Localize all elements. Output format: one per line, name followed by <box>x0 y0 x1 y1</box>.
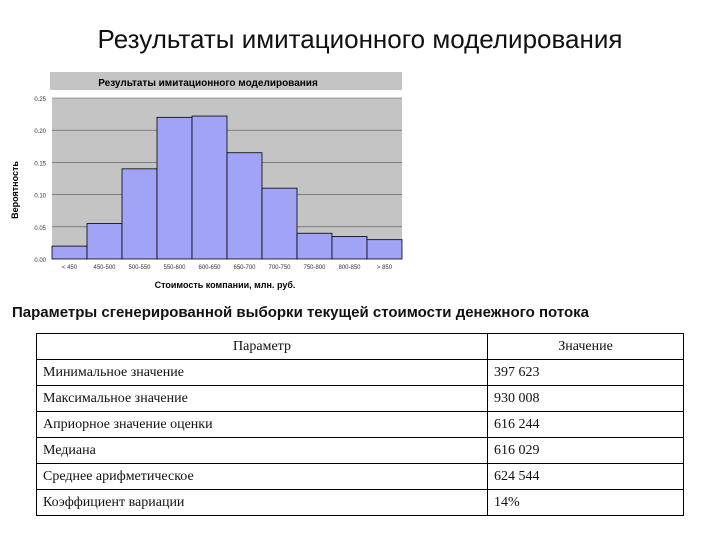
histogram-bar <box>192 116 227 259</box>
param-value: 397 623 <box>488 360 684 386</box>
x-tick-label: 700-750 <box>268 265 291 271</box>
histogram-bar <box>367 240 402 259</box>
table-row <box>37 490 684 516</box>
x-tick-labels <box>62 265 393 271</box>
y-tick-label: 0.25 <box>34 97 46 103</box>
histogram-bar <box>157 117 192 259</box>
params-table <box>36 333 684 516</box>
table-row <box>37 464 684 490</box>
slide-title: Результаты имитационного моделирования <box>97 24 623 54</box>
y-axis-label: Вероятность <box>10 161 20 219</box>
param-name: Априорное значение оценки <box>37 412 488 438</box>
param-name: Максимальное значение <box>37 386 488 412</box>
y-tick-label: 0.10 <box>34 193 46 200</box>
y-tick-label: 0.20 <box>34 129 46 136</box>
table-row <box>37 360 684 386</box>
histogram-bar <box>122 169 157 259</box>
x-tick-label: 550-600 <box>163 265 186 271</box>
table-row <box>37 438 684 464</box>
x-tick-label: 800-850 <box>338 265 361 271</box>
histogram-bar <box>227 153 262 259</box>
y-tick-label: 0.15 <box>34 161 46 168</box>
histogram-chart <box>0 72 420 300</box>
x-tick-label: 750-800 <box>303 265 326 271</box>
x-tick-label: < 450 <box>61 265 78 271</box>
table-row <box>37 386 684 412</box>
table-row <box>37 412 684 438</box>
header-param: Параметр <box>37 334 488 360</box>
param-name: Минимальное значение <box>37 360 488 386</box>
param-name: Коэффициент вариации <box>37 490 488 516</box>
param-value: 616 244 <box>488 412 684 438</box>
y-tick-label: 0.00 <box>34 258 46 264</box>
x-tick-label: 600-650 <box>198 265 221 271</box>
histogram-bar <box>87 224 122 259</box>
y-tick-labels <box>34 97 46 264</box>
params-header-row <box>37 334 684 360</box>
y-tick-label: 0.05 <box>34 225 46 232</box>
x-tick-label: 500-550 <box>128 265 151 271</box>
param-name: Среднее арифметическое <box>37 464 488 490</box>
histogram-bar <box>297 233 332 259</box>
param-value: 616 029 <box>488 438 684 464</box>
param-value: 930 008 <box>488 386 684 412</box>
params-title: Параметры сгенерированной выборки текущей стоимости денежного потока <box>12 304 590 321</box>
x-axis-label: Стоимость компании, млн. руб. <box>154 280 296 290</box>
param-value: 624 544 <box>488 464 684 490</box>
histogram-bar <box>262 188 297 259</box>
param-value: 14% <box>488 490 684 516</box>
x-tick-label: > 850 <box>376 265 393 271</box>
histogram-bar <box>52 246 87 259</box>
x-tick-label: 450-500 <box>93 265 116 271</box>
param-name: Медиана <box>37 438 488 464</box>
chart-title: Результаты имитационного моделирования <box>98 78 318 89</box>
header-value: Значение <box>488 334 684 360</box>
histogram-bar <box>332 236 367 259</box>
x-tick-label: 650-700 <box>233 265 256 271</box>
histogram-svg <box>0 72 420 300</box>
